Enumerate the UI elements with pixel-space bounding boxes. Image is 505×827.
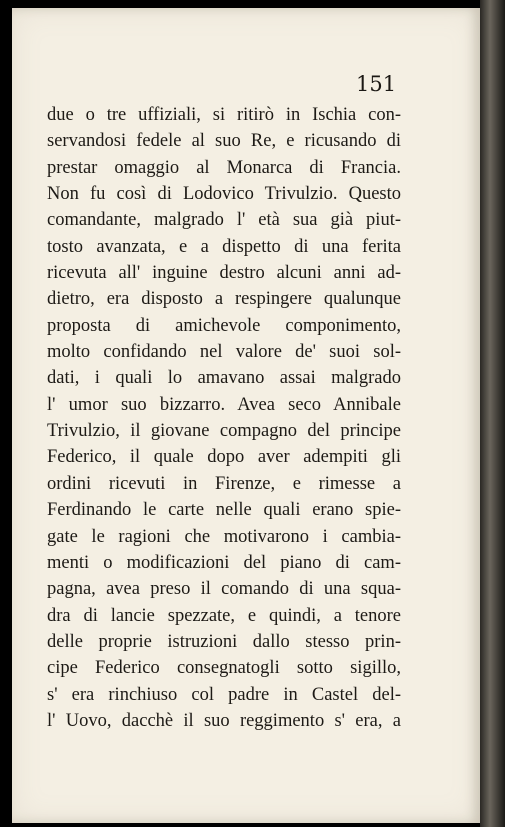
text-line: Federico, il quale dopo aver adempiti gli <box>47 447 401 468</box>
text-line: Ferdinando le carte nelle quali erano spie- <box>47 500 401 521</box>
text-line: Non fu così di Lodovico Trivulzio. Questo <box>47 184 401 205</box>
text-line: dra di lancie spezzate, e quindi, a tenore <box>47 605 401 626</box>
text-line: l' Uovo, dacchè il suo reggimento s' era, a <box>47 710 401 731</box>
text-line: ordini ricevuti in Firenze, e rimesse a <box>47 473 401 494</box>
text-line: servandosi fedele al suo Re, e ricusando di <box>47 131 401 152</box>
text-line: dietro, era disposto a respingere qualunque <box>47 289 401 310</box>
text-line: prestar omaggio al Monarca di Francia. <box>47 157 401 178</box>
text-line: Trivulzio, il giovane compagno del principe <box>47 421 401 442</box>
text-line: due o tre uffiziali, si ritirò in Ischia con- <box>47 105 401 125</box>
text-line: s' era rinchiuso col padre in Castel del- <box>47 684 401 705</box>
page-body-text <box>47 102 401 734</box>
text-line: l' umor suo bizzarro. Avea seco Annibale <box>47 394 401 415</box>
text-line: comandante, malgrado l' età sua già piut- <box>47 210 401 231</box>
page-number: 151 <box>356 72 397 96</box>
text-line: molto confidando nel valore de' suoi sol- <box>47 342 401 363</box>
text-line: proposta di amichevole componimento, <box>47 315 401 336</box>
book-gutter-edge <box>480 0 505 827</box>
text-line: cipe Federico consegnatogli sotto sigillo, <box>47 658 401 679</box>
text-line: pagna, avea preso il comando di una squa- <box>47 579 401 600</box>
text-line: gate le ragioni che motivarono i cambia- <box>47 526 401 547</box>
text-line: tosto avanzata, e a dispetto di una ferita <box>47 236 401 257</box>
text-line: dati, i quali lo amavano assai malgrado <box>47 368 401 389</box>
text-line: ricevuta all' inguine destro alcuni anni ad- <box>47 263 401 284</box>
text-line: menti o modificazioni del piano di cam- <box>47 552 401 573</box>
text-line: delle proprie istruzioni dallo stesso prin- <box>47 631 401 652</box>
